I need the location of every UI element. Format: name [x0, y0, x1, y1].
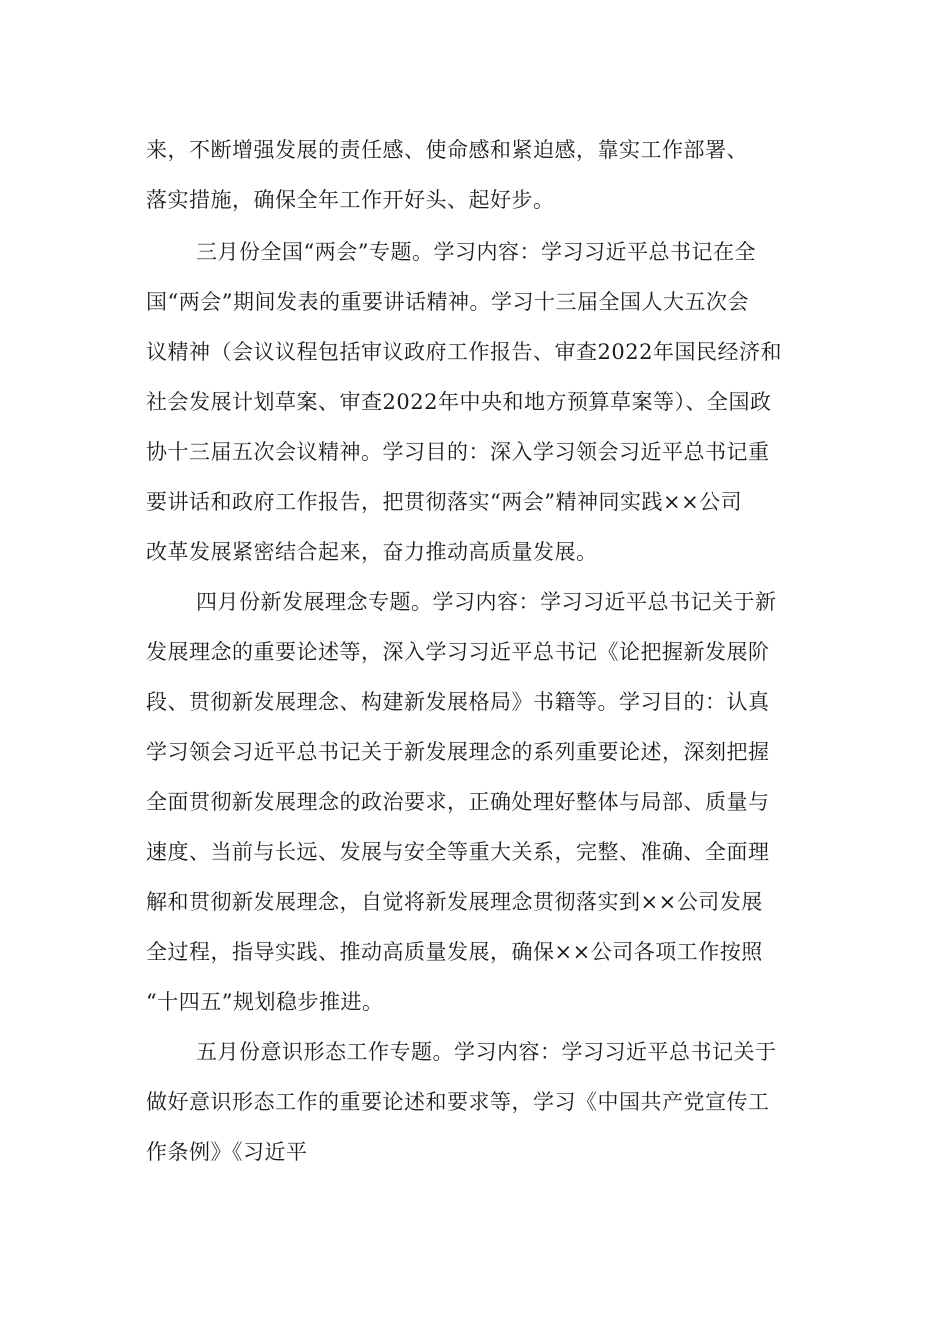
text-line: 解和贯彻新发展理念，自觉将新发展理念贯彻落实到××公司发展	[146, 890, 763, 914]
text-line: 协十三届五次会议精神。学习目的：深入学习领会习近平总书记重	[146, 440, 770, 464]
text-line: 全面贯彻新发展理念的政治要求，正确处理好整体与局部、质量与	[146, 790, 770, 814]
text-line: 落实措施，确保全年工作开好头、起好步。	[146, 188, 555, 212]
text-line: 社会发展计划草案、审查2022年中央和地方预算草案等）、全国政	[146, 390, 772, 414]
text-line: 国“两会”期间发表的重要讲话精神。学习十三届全国人大五次会	[146, 290, 749, 314]
paragraph-start-april: 四月份新发展理念专题。学习内容：学习习近平总书记关于新	[196, 590, 777, 614]
text-line: 学习领会习近平总书记关于新发展理念的系列重要论述，深刻把握	[146, 740, 770, 764]
text-line: 发展理念的重要论述等，深入学习习近平总书记《论把握新发展阶	[146, 640, 770, 664]
text-line: 要讲话和政府工作报告，把贯彻落实“两会”精神同实践××公司	[146, 490, 743, 514]
text-line: 段、贯彻新发展理念、构建新发展格局》书籍等。学习目的：认真	[146, 690, 770, 714]
paragraph-start-may: 五月份意识形态工作专题。学习内容：学习习近平总书记关于	[196, 1040, 777, 1064]
text-line: 议精神（会议议程包括审议政府工作报告、审查2022年国民经济和	[146, 340, 782, 364]
text-line: 来，不断增强发展的责任感、使命感和紧迫感，靠实工作部署、	[146, 138, 748, 162]
text-line: 作条例》《习近平	[146, 1140, 308, 1164]
text-line: “十四五”规划稳步推进。	[146, 990, 384, 1014]
text-line: 做好意识形态工作的重要论述和要求等，学习《中国共产党宣传工	[146, 1090, 770, 1114]
paragraph-start-march: 三月份全国“两会”专题。学习内容：学习习近平总书记在全	[196, 240, 756, 264]
text-line: 速度、当前与长远、发展与安全等重大关系，完整、准确、全面理	[146, 840, 770, 864]
text-line: 改革发展紧密结合起来，奋力推动高质量发展。	[146, 540, 598, 564]
text-line: 全过程，指导实践、推动高质量发展，确保××公司各项工作按照	[146, 940, 763, 964]
